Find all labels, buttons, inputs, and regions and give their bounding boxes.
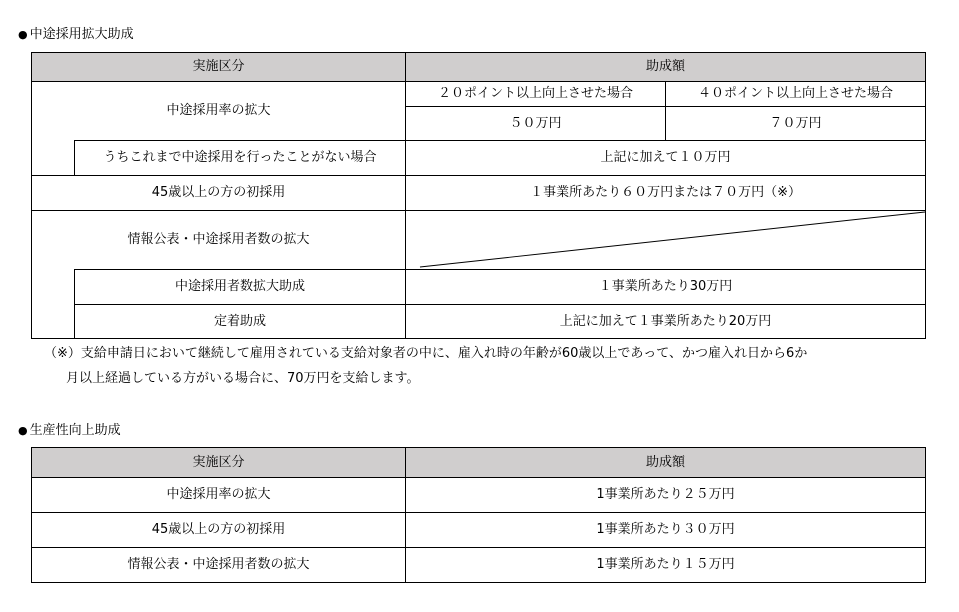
disclosure-label: 情報公表・中途採用者数の拡大 xyxy=(32,211,406,270)
header-category: 実施区分 xyxy=(32,448,406,478)
table-row xyxy=(32,478,926,513)
table-row xyxy=(32,513,926,548)
footnote-line2: 月以上経過している方がいる場合に、70万円を支給します。 xyxy=(66,371,420,386)
section2-heading: ● 生産性向上助成 xyxy=(18,423,121,438)
amount-40-points: ７０万円 xyxy=(666,107,926,141)
row-amount: 1事業所あたり２５万円 xyxy=(406,478,926,513)
productivity-table xyxy=(31,447,926,583)
header-amount: 助成額 xyxy=(406,53,926,82)
row-amount: 1事業所あたり３０万円 xyxy=(406,513,926,548)
over45-amount: １事業所あたり６０万円または７０万円（※） xyxy=(406,176,926,211)
diagonal-empty-cell xyxy=(406,211,926,270)
sub-header-20-points: ２０ポイント以上向上させた場合 xyxy=(406,82,666,107)
indent-spacer xyxy=(32,305,75,339)
mid-career-expansion-table xyxy=(31,52,926,339)
footnote-line1: （※）支給申請日において継続して雇用されている支給対象者の中に、雇入れ時の年齢が60歳以上であって、かつ雇入れ日から6か xyxy=(44,346,808,361)
section1-heading: ● 中途採用拡大助成 xyxy=(18,27,134,42)
retention-amount: 上記に加えて１事業所あたり20万円 xyxy=(406,305,926,339)
diagonal-line xyxy=(406,211,925,269)
never-hired-amount: 上記に加えて１０万円 xyxy=(406,141,926,176)
row-amount: 1事業所あたり１５万円 xyxy=(406,548,926,583)
header-category: 実施区分 xyxy=(32,53,406,82)
bullet-icon: ● xyxy=(18,28,28,41)
retention-label: 定着助成 xyxy=(75,305,406,339)
table-row xyxy=(32,548,926,583)
never-hired-label: うちこれまで中途採用を行ったことがない場合 xyxy=(75,141,406,176)
footnote xyxy=(44,341,924,391)
indent-spacer xyxy=(32,141,75,176)
amount-20-points: ５０万円 xyxy=(406,107,666,141)
header-amount: 助成額 xyxy=(406,448,926,478)
hire-count-label: 中途採用者数拡大助成 xyxy=(75,270,406,305)
sub-header-40-points: ４０ポイント以上向上させた場合 xyxy=(666,82,926,107)
hire-count-amount: １事業所あたり30万円 xyxy=(406,270,926,305)
rate-expand-label: 中途採用率の拡大 xyxy=(32,82,406,141)
row-label: 情報公表・中途採用者数の拡大 xyxy=(32,548,406,583)
row-label: 中途採用率の拡大 xyxy=(32,478,406,513)
row-label: 45歳以上の方の初採用 xyxy=(32,513,406,548)
bullet-icon: ● xyxy=(18,424,28,437)
over45-label: 45歳以上の方の初採用 xyxy=(32,176,406,211)
indent-spacer xyxy=(32,270,75,305)
